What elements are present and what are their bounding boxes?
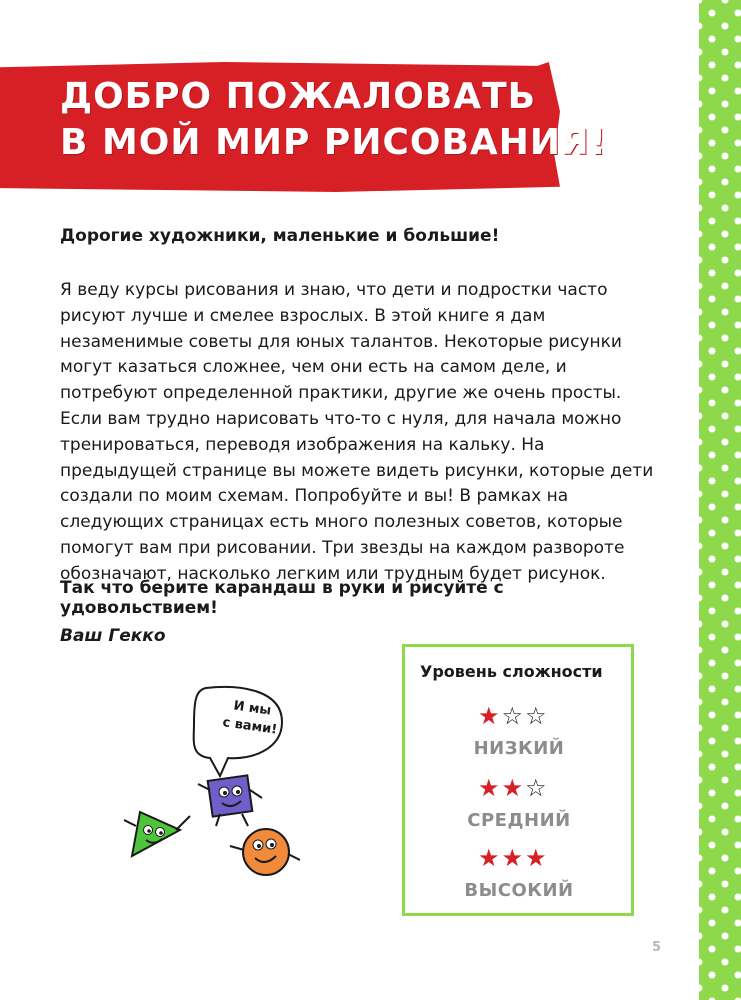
stars-low: [478, 704, 568, 728]
star-filled-icon: ★: [478, 774, 502, 802]
difficulty-title: Уровень сложности: [420, 662, 603, 681]
star-empty-icon: ☆: [501, 702, 526, 730]
greeting: Дорогие художники, маленькие и большие!: [60, 226, 500, 246]
star-filled-icon: ★: [501, 844, 526, 872]
star-empty-icon: ☆: [525, 774, 549, 802]
triangle-character: [124, 812, 190, 856]
page-title-line-2: В МОЙ МИР РИСОВАНИЯ!: [60, 122, 608, 163]
stars-high: [478, 846, 568, 870]
page-number: 5: [652, 940, 662, 955]
level-medium-label: СРЕДНИЙ: [467, 810, 571, 831]
star-filled-icon: ★: [478, 702, 502, 730]
speech-bubble-line-2: с вами!: [221, 715, 279, 738]
star-filled-icon: ★: [478, 844, 502, 872]
closing-line: Так что берите карандаш в руки и рисуйте с удовольствием!: [60, 578, 504, 618]
circle-character: [230, 829, 300, 875]
page-title-line-1: ДОБРО ПОЖАЛОВАТЬ: [60, 76, 537, 117]
polka-dot-border: [699, 0, 741, 1000]
border-edge: [696, 0, 699, 1000]
star-empty-icon: ☆: [525, 702, 549, 730]
star-filled-icon: ★: [501, 774, 526, 802]
star-filled-icon: ★: [525, 844, 549, 872]
signature: Ваш Гекко: [60, 626, 166, 646]
level-high-label: ВЫСОКИЙ: [464, 880, 574, 901]
speech-bubble-line-1: И мы: [232, 698, 273, 719]
square-character: [198, 775, 262, 826]
level-low-label: НИЗКИЙ: [473, 738, 565, 759]
body-paragraph: Я веду курсы рисования и знаю, что дети и подростки часто рисуют лучше и смелее взрослых. В этой книге я дам незаменимые советы для юных талантов. Некоторые рисунки могут казаться сложнее, чем они есть на самом деле, и потребуют определенной практики, другие же очень просты. Если вам трудно нарисовать что-то с нуля, для начала можно тренироваться, переводя изображения на кальку. На предыдущей странице вы можете видеть рисунки, которые дети создали по моим схемам. Попробуйте и вы! В рамках на следующих страницах есть много полезных советов, которые помогут вам при рисовании. Три звезды на каждом развороте обозначают, насколько легким или трудным будет рисунок.: [60, 280, 654, 584]
stars-medium: [478, 776, 568, 800]
